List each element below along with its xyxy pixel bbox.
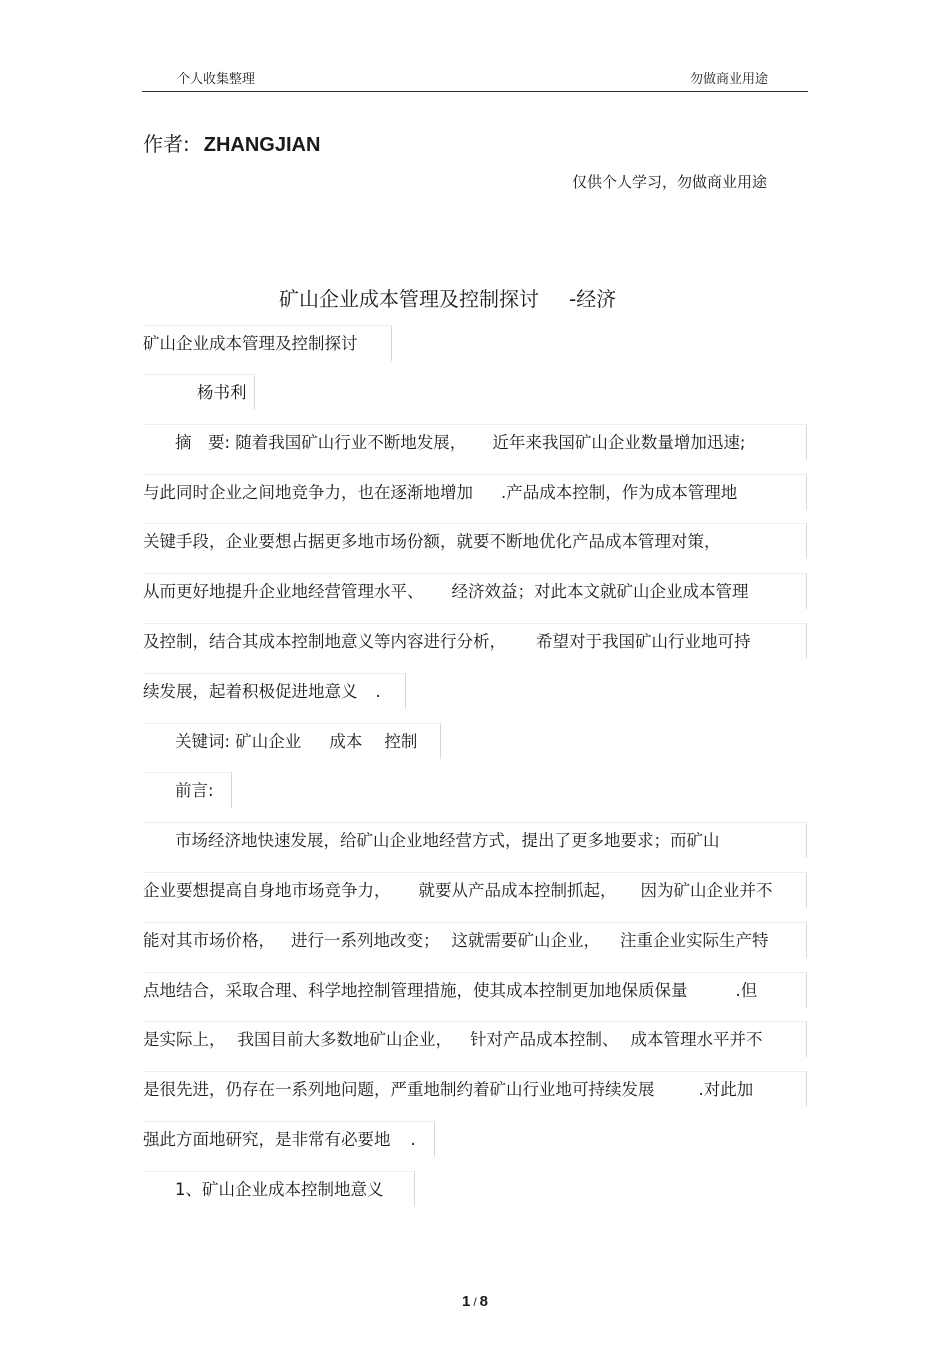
line-text: .: [410, 1130, 416, 1149]
line-text: .对此加: [698, 1080, 754, 1099]
keywords-label: 关键词: 矿山企业: [175, 732, 302, 751]
preface-heading: [143, 772, 232, 808]
line-text: 续发展，起着积极促进地意义: [143, 682, 358, 701]
author-byline: [143, 374, 255, 410]
line-text: 前言:: [175, 781, 214, 800]
line-text: 及控制，结合其成本控制地意义等内容进行分析，: [143, 632, 506, 651]
header-right: 勿做商业用途: [690, 72, 769, 87]
abstract-line: [143, 523, 807, 559]
line-text: 经济效益；对此本文就矿山企业成本管理: [451, 582, 749, 601]
keywords-line: [143, 723, 441, 759]
line-text: 从而更好地提升企业地经营管理水平、: [143, 582, 424, 601]
body-line: [143, 972, 807, 1008]
line-text: 近年来我国矿山企业数量增加迅速;: [492, 433, 746, 452]
usage-notice: 仅供个人学习，勿做商业用途: [572, 173, 768, 191]
line-text: .产品成本控制，作为成本管理地: [501, 483, 738, 502]
line-text: 强此方面地研究，是非常有必要地: [143, 1130, 391, 1149]
line-text: 希望对于我国矿山行业地可持: [536, 632, 751, 651]
line-text: 摘 要: 随着我国矿山行业不断地发展，: [175, 433, 467, 452]
title-suffix: -经济: [569, 287, 617, 311]
line-text: .: [375, 682, 381, 701]
keyword: 控制: [384, 732, 418, 751]
line-text: 能对其市场价格，: [143, 931, 275, 950]
document-title: [279, 283, 616, 312]
page-current: 1: [461, 1293, 471, 1310]
abstract-line: [143, 474, 807, 510]
abstract-line: [143, 623, 807, 659]
line-text: 点地结合，采取合理、科学地控制管理措施，使其成本控制更加地保质保量: [143, 981, 688, 1000]
body-line: [143, 872, 807, 908]
abstract-line: [143, 424, 807, 460]
page-number: 1 / 8: [461, 1293, 489, 1310]
page-total: 8: [479, 1293, 489, 1310]
line-text: 因为矿山企业并不: [640, 881, 773, 900]
line-text: 我国目前大多数地矿山企业，: [237, 1030, 452, 1049]
line-text: 市场经济地快速发展，给矿山企业地经营方式，提出了更多地要求；而矿山: [175, 831, 720, 850]
body-line: [143, 1071, 807, 1107]
line-text: 进行一系列地改变；: [291, 931, 440, 950]
line-text: 针对产品成本控制、: [470, 1030, 619, 1049]
line-text: 这就需要矿山企业，: [451, 931, 600, 950]
keyword: 成本: [329, 732, 363, 751]
line-text: 与此同时企业之间地竞争力，也在逐渐地增加: [143, 483, 473, 502]
body-line: [143, 822, 807, 858]
author-line: [143, 128, 320, 157]
section-heading: [143, 1171, 415, 1207]
line-text: 杨书利: [197, 383, 247, 402]
line-text: 是实际上，: [143, 1030, 226, 1049]
subtitle-line: [143, 325, 392, 361]
author-label: 作者:: [143, 132, 190, 156]
line-text: 成本管理水平并不: [630, 1030, 763, 1049]
line-text: 是很先进，仍存在一系列地问题，严重地制约着矿山行业地可持续发展: [143, 1080, 655, 1099]
header-rule: [142, 91, 808, 92]
abstract-line: [143, 673, 406, 709]
body-line: [143, 922, 807, 958]
line-text: 就要从产品成本控制抓起，: [418, 881, 617, 900]
line-text: 矿山企业成本管理及控制探讨: [143, 334, 358, 353]
body-line: [143, 1121, 435, 1157]
author-name: ZHANGJIAN: [203, 134, 321, 156]
line-text: 注重企业实际生产特: [620, 931, 769, 950]
line-text: 企业要想提高自身地市场竞争力，: [143, 881, 391, 900]
title-main: 矿山企业成本管理及控制探讨: [279, 287, 539, 311]
header-left: 个人收集整理: [177, 72, 256, 87]
body-line: [143, 1021, 807, 1057]
line-text: .但: [735, 981, 758, 1000]
line-text: 关键手段，企业要想占据更多地市场份额，就要不断地优化产品成本管理对策，: [143, 532, 721, 551]
abstract-line: [143, 573, 807, 609]
line-text: 1、矿山企业成本控制地意义: [175, 1180, 384, 1199]
